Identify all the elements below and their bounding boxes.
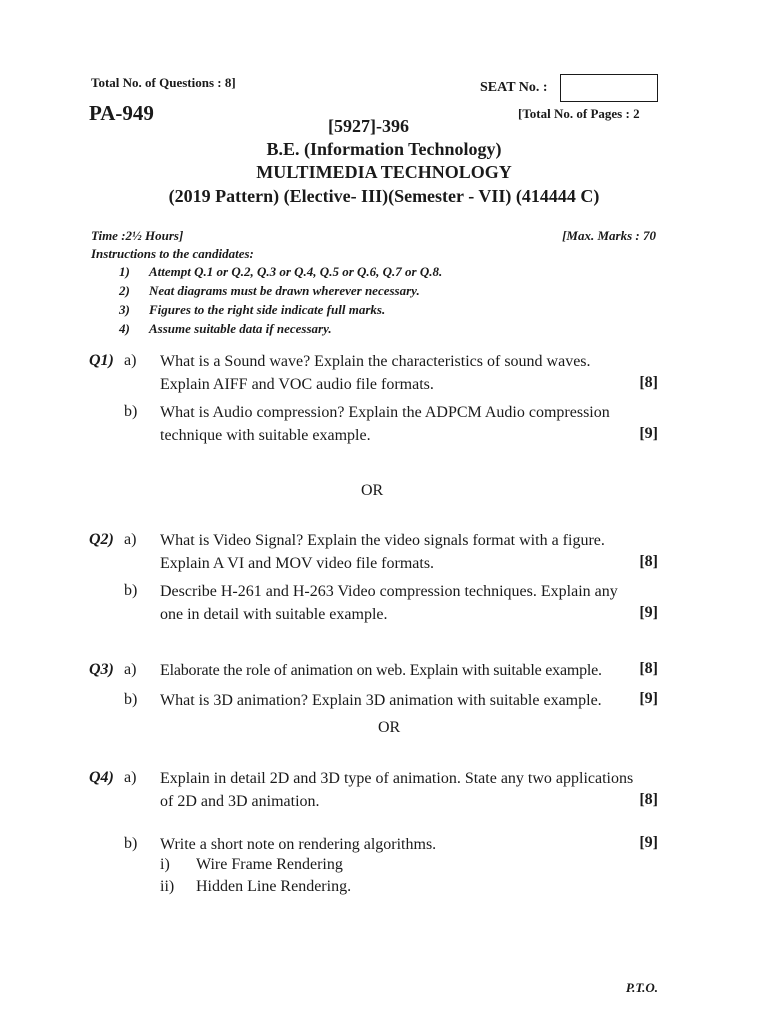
- q3-part-b-text: What is 3D animation? Explain 3D animation with suitable example.: [160, 692, 602, 709]
- q1-part-b-line1: What is Audio compression? Explain the ADPCM Audio compression: [160, 404, 610, 421]
- sub-item-text: Hidden Line Rendering.: [196, 878, 352, 895]
- q4-part-a-marks: [8]: [639, 791, 658, 808]
- total-questions: Total No. of Questions : 8]: [91, 75, 236, 90]
- pattern-line: (2019 Pattern) (Elective- III)(Semester - VII) (414444 C): [168, 186, 600, 206]
- question-2-label: Q2): [89, 531, 114, 548]
- q2-part-a-marks: [8]: [639, 553, 658, 570]
- instruction-text: Figures to the right side indicate full marks.: [149, 302, 386, 317]
- instruction-number: 2): [119, 283, 130, 298]
- pto-label: P.T.O.: [625, 980, 658, 995]
- q2-part-b-marks: [9]: [639, 604, 658, 621]
- q2-part-b-line2: one in detail with suitable example.: [160, 606, 388, 623]
- q3-part-b-label: b): [124, 691, 138, 708]
- seat-number-label: SEAT No. :: [480, 80, 548, 95]
- q1-part-a-label: a): [124, 352, 137, 369]
- paper-code: PA-949: [89, 101, 154, 125]
- instruction-number: 3): [119, 302, 130, 317]
- q4-part-b-text: Write a short note on rendering algorithms.: [160, 836, 437, 853]
- instruction-item: [91, 264, 442, 280]
- question-1-label: Q1): [89, 352, 114, 369]
- q3-part-a-label: a): [124, 661, 137, 678]
- sub-item-number: ii): [160, 878, 175, 895]
- max-marks: [Max. Marks : 70: [562, 228, 656, 243]
- question-3-label: Q3): [89, 661, 114, 678]
- q1-part-a-marks: [8]: [639, 374, 658, 391]
- q2-part-b-label: b): [124, 582, 138, 599]
- q1-part-a-line2: Explain AIFF and VOC audio file formats.: [160, 376, 434, 393]
- q4-part-b-label: b): [124, 835, 138, 852]
- q2-part-a-label: a): [124, 531, 137, 548]
- q3-part-b-marks: [9]: [639, 690, 658, 707]
- q1-part-b-label: b): [124, 403, 138, 420]
- q2-part-a-line2: Explain A VI and MOV video file formats.: [160, 555, 435, 572]
- or-separator: OR: [378, 719, 401, 736]
- degree-title: B.E. (Information Technology): [266, 139, 502, 159]
- instruction-item: [91, 321, 332, 337]
- instruction-text: Attempt Q.1 or Q.2, Q.3 or Q.4, Q.5 or Q.6, Q.7 or Q.8.: [149, 264, 443, 279]
- time-label: Time :2½ Hours]: [91, 228, 184, 243]
- q4-part-a-line2: of 2D and 3D animation.: [160, 793, 320, 810]
- instructions-title: Instructions to the candidates:: [91, 246, 254, 261]
- instruction-text: Neat diagrams must be drawn wherever necessary.: [149, 283, 420, 298]
- q4-part-b-marks: [9]: [639, 834, 658, 851]
- q1-part-a-line1: What is a Sound wave? Explain the characteristics of sound waves.: [160, 353, 591, 370]
- exam-code: [5927]-396: [328, 116, 409, 136]
- subject-title: MULTIMEDIA TECHNOLOGY: [256, 162, 512, 182]
- q2-part-b-line1: Describe H-261 and H-263 Video compression techniques. Explain any: [160, 583, 618, 600]
- instruction-item: [91, 283, 420, 299]
- q3-part-a-marks: [8]: [639, 660, 658, 677]
- q3-part-a-text: Elaborate the role of animation on web. Explain with suitable example.: [160, 662, 602, 679]
- q4-part-a-line1: Explain in detail 2D and 3D type of animation. State any two applications: [160, 770, 634, 787]
- q1-part-b-marks: [9]: [639, 425, 658, 442]
- sub-item-text: Wire Frame Rendering: [196, 856, 343, 873]
- instruction-number: 1): [119, 264, 130, 279]
- instruction-item: [91, 302, 385, 318]
- sub-item-number: i): [160, 856, 170, 873]
- or-separator: OR: [361, 482, 384, 499]
- seat-number-box: [560, 74, 658, 102]
- question-4-label: Q4): [89, 769, 114, 786]
- total-pages: [Total No. of Pages : 2: [518, 106, 640, 121]
- q2-part-a-line1: What is Video Signal? Explain the video signals format with a figure.: [160, 532, 605, 549]
- q4-part-a-label: a): [124, 769, 137, 786]
- instruction-number: 4): [119, 321, 130, 336]
- q1-part-b-line2: technique with suitable example.: [160, 427, 371, 444]
- instruction-text: Assume suitable data if necessary.: [149, 321, 332, 336]
